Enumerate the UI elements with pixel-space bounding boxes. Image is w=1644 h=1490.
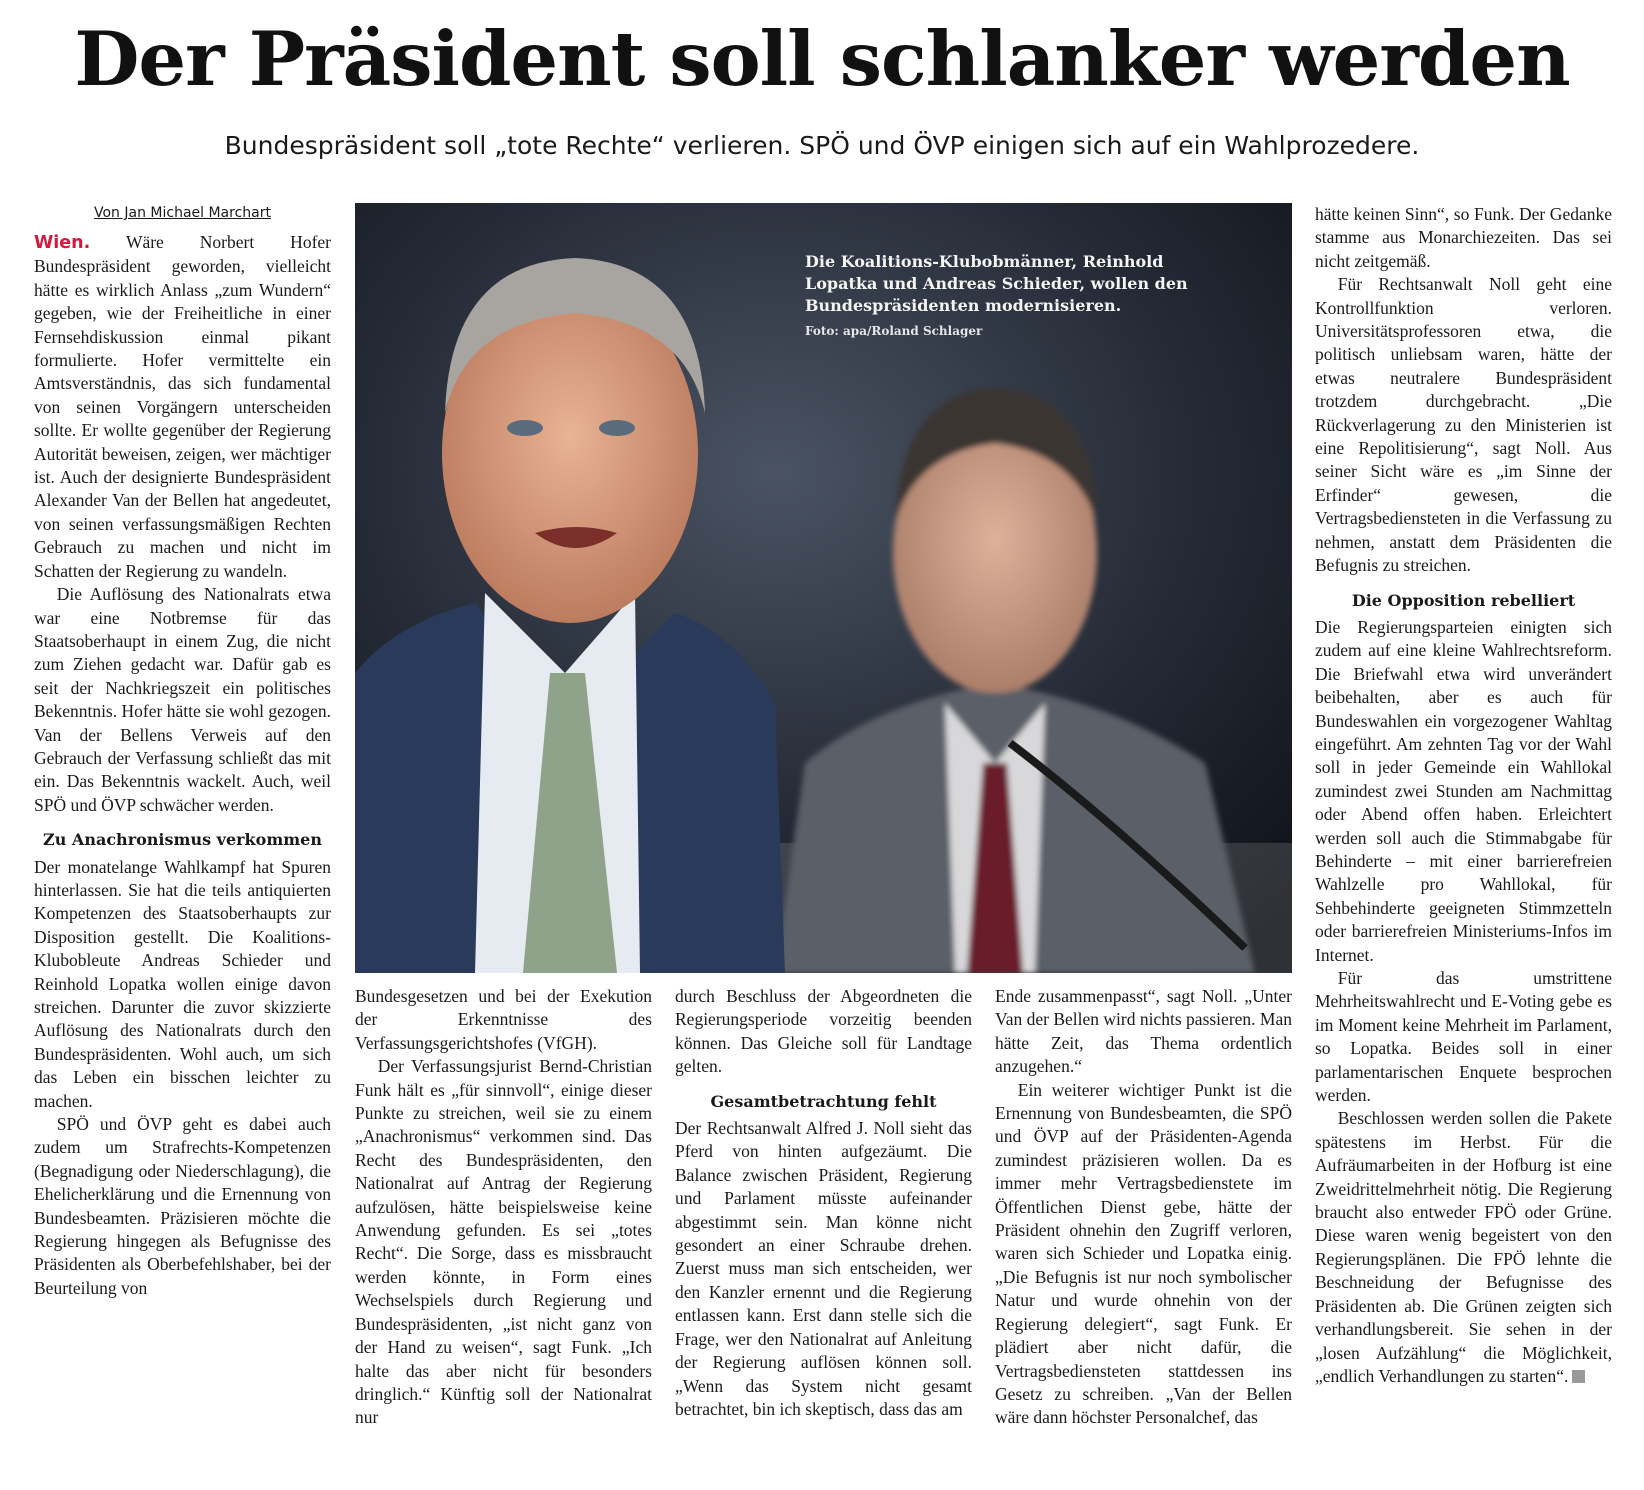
paragraph: Der Verfassungsjurist Bernd-Christian Funk hält es „für sinnvoll“, einige dieser Punkte zu streichen, weil sie zu einem „Anachronismus“ verkommen sind. Das Recht des Bundespräsidenten, den Nationalrat auf Antrag der Regierung aufzulösen, hätte beispielsweise keine Anwendung gefunden. Es sei „totes Recht“. Die Sorge, dass es missbraucht werden könnte, in Form eines Wechselspiels durch Regierung und Bundespräsidenten, „ist nicht ganz von der Hand zu weisen“, sagt Funk. „Ich halte das aber nicht für besonders dringlich.“ Künftig soll der Nationalrat nur [355,1056,652,1428]
subheadline: Bundespräsident soll „tote Rechte“ verlieren. SPÖ und ÖVP einigen sich auf ein Wahlprozedere. [224,131,1420,160]
paragraph: hätte keinen Sinn“, so Funk. Der Gedanke stamme aus Monarchiezeiten. Das sei nicht zeitgemäß. [1315,204,1612,271]
paragraph: Wien. Wäre Norbert Hofer Bundespräsident geworden, vielleicht hätte es wirklich Anlass „zum Wundern“ gegeben, wie der Freiheitliche in einer Fernsehdiskussion einmal pikant formulierte. Hofer vermittelte ein Amtsverständnis, das sich fundamental von seinen Vorgängern unterscheiden sollte. Er wollte gegenüber der Regierung Autorität beweisen, zeigen, wer mächtiger ist. Auch der designierte Bundespräsident Alexander Van der Bellen hat angedeutet, von seinen verfassungsmäßigen Rechten Gebrauch zu machen und nicht im Schatten der Regierung zu wandeln. [34,232,331,581]
paragraph: Die Auflösung des Nationalrats etwa war eine Notbremse für das Staatsoberhaupt in einem Zug, die nicht zum Ziehen gedacht war. Dafür gab es seit der Nachkriegszeit ein politisches Bekenntnis. Hofer hätte sie wohl gezogen. Van der Bellens Verweis auf den Gebrauch der Verfassung schließt das mit ein. Das Bekenntnis wackelt. Auch, weil SPÖ und ÖVP schwächer werden. [34,584,331,815]
paragraph: Beschlossen werden sollen die Pakete spätestens im Herbst. Für die Aufräumarbeiten in der Hofburg ist eine Zweidrittelmehrheit nötig. Die Regierung braucht also entweder FPÖ oder Grüne. Diese waren wenig begeistert von den Regierungsplänen. Die FPÖ lehnte die Beschneidung der Befugnisse des Präsidenten ab. Die Grünen zeigten sich verhandlungsbereit. Sie sehen in der „losen Aufzählung“ die Möglichkeit, „endlich Verhandlungen zu starten“. [1315,1108,1612,1386]
article-column-3 [675,985,972,1483]
paragraph: Die Regierungsparteien einigten sich zudem auf eine kleine Wahlrechtsreform. Die Briefwahl etwa wird unverändert beibehalten, aber es auch für Bundeswahlen ein vorgezogener Wahltag eingeführt. Am zehnten Tag vor der Wahl soll in jeder Gemeinde ein Wahllokal zumindest zwei Stunden am Nachmittag oder Abend offen haben. Erleichtert werden soll auch die Stimmabgabe für Behinderte – mit einer barrierefreien Wahlzelle pro Wahllokal, für Sehbehinderte geeigneten Stimmzetteln oder barrierefreien Ministeriums-Infos im Internet. [1315,616,1612,965]
byline: Von Jan Michael Marchart [94,205,271,221]
paragraph: SPÖ und ÖVP geht es dabei auch zudem um Strafrechts-Kompetenzen (Begnadigung oder Niederschlagung), die Ehelicherklärung und die Ernennung von Bundesbeamten. Präzisieren möchte die Regierung hingegen als Befugnisse des Präsidenten als Oberbefehlshaber, bei der Beurteilung von [34,1114,331,1298]
paragraph: Der monatelange Wahlkampf hat Spuren hinterlassen. Sie hat die teils antiquierten Kompetenzen des Staatsoberhaupts zur Disposition gestellt. Die Koalitions-Klubobleute Andreas Schieder und Reinhold Lopatka wollen einige davon streichen. Darunter die zuvor skizzierte Auflösung des Nationalrats durch den Bundespräsidenten. Wohl auch, um sich das Leben ein bisschen leichter zu machen. [34,856,331,1111]
paragraph: Für Rechtsanwalt Noll geht eine Kontrollfunktion verloren. Universitätsprofessoren etwa, die politisch unliebsam waren, hätte der etwas neutralere Bundespräsident trotzdem durchgebracht. „Die Rückverlagerung zu den Ministerien ist eine Repolitisierung“, sagt Noll. Aus seiner Sicht wäre es „im Sinne der Erfinder“ gewesen, die Vertragsbediensteten in die Verfassung zu nehmen, anstatt dem Präsidenten die Befugnis zu streichen. [1315,274,1612,576]
dateline: Wien. [34,233,91,253]
article-column-4 [995,985,1292,1483]
paragraph: Ende zusammenpasst“, sagt Noll. „Unter Van der Bellen wird nichts passieren. Man hätte Zeit, das Thema ordentlich anzugehen.“ [995,986,1292,1077]
article-column-2 [355,985,652,1483]
subheading: Die Opposition rebelliert [1351,590,1576,610]
article-column-1 [34,203,331,1483]
subheading: Zu Anachronismus verkommen [43,830,322,850]
subheading: Gesamtbetrachtung fehlt [710,1091,937,1111]
article-column-5 [1315,203,1612,1483]
headline: Der Präsident soll schlanker werden [74,15,1570,103]
paragraph: Bundesgesetzen und bei der Exekution der Erkenntnisse des Verfassungsgerichtshofes (VfGH). [355,986,652,1053]
article-photo [355,203,1292,973]
paragraph: Ein weiterer wichtiger Punkt ist die Ernennung von Bundesbeamten, die SPÖ und ÖVP auf der Präsidenten-Agenda zumindest präzisieren wollen. Da es immer mehr Vertragsbedienstete im Öffentlichen Dienst gebe, hätte der Präsident ohnehin den Zugriff verloren, waren sich Schieder und Lopatka einig. „Die Befugnis ist nur noch symbolischer Natur und wurde ohnehin von der Regierung delegiert“, sagt Funk. Er plädiert aber nicht dafür, die Vertragsbediensteten stattdessen ins Gesetz zu schreiben. „Van der Bellen wäre dann höchster Personalchef, das [995,1079,1292,1428]
photo-caption: Die Koalitions-Klubobmänner, Reinhold Lopatka und Andreas Schieder, wollen den Bundespräsidenten modernisieren. [805,252,1188,315]
photo-credit: Foto: apa/Roland Schlager [805,324,983,338]
end-of-article-icon [1572,1370,1585,1383]
photo-illustration [355,203,1292,973]
paragraph: Der Rechtsanwalt Alfred J. Noll sieht das Pferd von hinten aufgezäumt. Die Balance zwischen Präsident, Regierung und Parlament müsste aufeinander abgestimmt sein. Man könne nicht gesondert an einer Schraube drehen. Zuerst muss man sich entscheiden, wer den Kanzler ernennt und die Regierung entlassen kann. Erst dann stelle sich die Frage, wer den Nationalrat auf Anleitung der Regierung auflösen können soll. „Wenn das System nicht gesamt betrachtet, bin ich skeptisch, dass das am [675,1118,972,1419]
paragraph: Für das umstrittene Mehrheitswahlrecht und E-Voting gebe es im Moment keine Mehrheit im Parlament, so Lopatka. Beides soll in einer parlamentarischen Enquete besprochen werden. [1315,968,1612,1106]
paragraph: durch Beschluss der Abgeordneten die Regierungsperiode vorzeitig beenden können. Das Gleiche soll für Landtage gelten. [675,986,972,1077]
